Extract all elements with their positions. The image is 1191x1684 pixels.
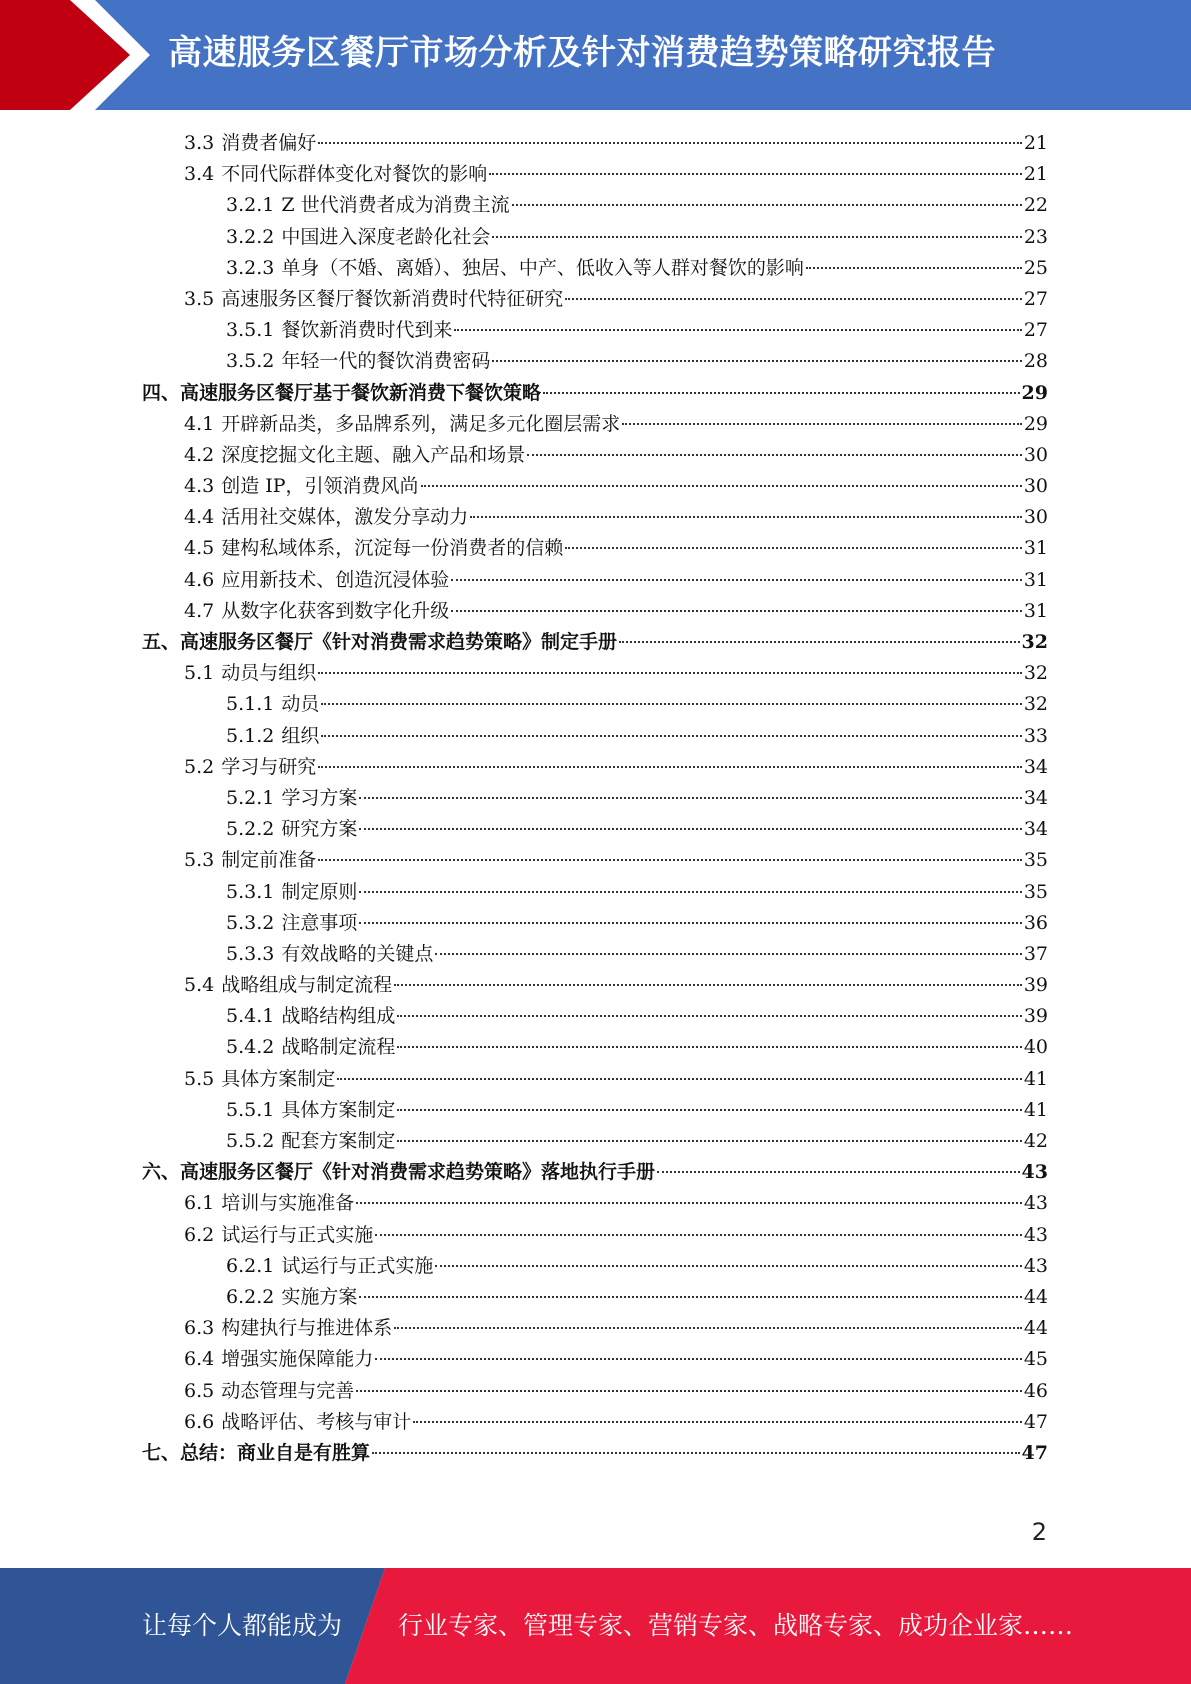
toc-entry-title: 动员 (281, 693, 320, 716)
toc-dot-leader (397, 1109, 1021, 1111)
toc-entry[interactable] (142, 1344, 1048, 1375)
toc-entry-number: 5.2.1 (226, 786, 275, 809)
toc-entry-page: 43 (1023, 1192, 1048, 1215)
toc-entry-page: 32 (1023, 662, 1048, 685)
toc-entry-number: 5.4 (184, 974, 215, 997)
toc-entry[interactable] (142, 159, 1048, 190)
toc-dot-leader (489, 173, 1022, 175)
toc-entry-title: 战略结构组成 (281, 1005, 396, 1028)
toc-dot-leader (806, 267, 1022, 269)
toc-entry-number: 6.1 (184, 1192, 215, 1215)
toc-entry-number: 六、 (142, 1161, 181, 1184)
toc-entry-title: 高速服务区餐厅《针对消费需求趋势策略》落地执行手册 (180, 1161, 656, 1184)
toc-entry[interactable] (142, 128, 1048, 159)
toc-entry-title: 创造 IP，引领消费风尚 (221, 475, 419, 498)
toc-entry-page: 22 (1023, 194, 1048, 217)
toc-entry-title: 研究方案 (281, 818, 358, 841)
toc-dot-leader (375, 1358, 1022, 1360)
toc-entry[interactable] (142, 565, 1048, 596)
toc-entry-title: 试运行与正式实施 (281, 1254, 434, 1277)
toc-entry-page: 47 (1021, 1441, 1048, 1464)
footer-slogan-right: 行业专家、管理专家、营销专家、战略专家、成功企业家…… (398, 1611, 1074, 1640)
toc-dot-leader (321, 703, 1021, 705)
toc-entry[interactable] (142, 689, 1048, 720)
toc-entry-title: Z 世代消费者成为消费主流 (281, 194, 510, 217)
toc-entry-page: 29 (1023, 412, 1048, 435)
toc-entry-number: 5.1 (184, 662, 215, 685)
toc-entry-number: 4.5 (184, 537, 215, 560)
toc-entry-title: 活用社交媒体，激发分享动力 (221, 506, 469, 529)
toc-entry[interactable] (142, 845, 1048, 876)
toc-dot-leader (622, 423, 1022, 425)
toc-entry-number: 3.5.2 (226, 350, 275, 373)
toc-entry-page: 31 (1023, 568, 1048, 591)
toc-entry[interactable] (142, 502, 1048, 533)
toc-entry-page: 39 (1023, 974, 1048, 997)
toc-dot-leader (492, 236, 1021, 238)
toc-entry-number: 3.4 (184, 163, 215, 186)
toc-chapter-entry[interactable] (142, 1157, 1048, 1188)
toc-chapter-entry[interactable] (142, 1438, 1048, 1469)
toc-entry-title: 战略制定流程 (281, 1036, 396, 1059)
toc-entry-page: 27 (1023, 287, 1048, 310)
toc-entry-title: 制定原则 (281, 880, 358, 903)
toc-entry-number: 5.3.2 (226, 911, 275, 934)
toc-entry-page: 46 (1023, 1379, 1048, 1402)
toc-dot-leader (359, 1296, 1021, 1298)
toc-entry[interactable] (142, 1064, 1048, 1095)
toc-entry-page: 34 (1023, 755, 1048, 778)
toc-entry-title: 培训与实施准备 (221, 1192, 355, 1215)
toc-entry-number: 6.5 (184, 1379, 215, 1402)
toc-entry-number: 3.5 (184, 287, 215, 310)
toc-entry-title: 深度挖掘文化主题、融入产品和场景 (221, 443, 526, 466)
toc-entry-page: 43 (1023, 1254, 1048, 1277)
toc-entry[interactable] (142, 471, 1048, 502)
toc-entry-page: 42 (1023, 1130, 1048, 1152)
toc-entry-title: 战略评估、考核与审计 (221, 1410, 412, 1433)
toc-entry-title: 学习方案 (281, 786, 358, 809)
toc-entry-number: 6.4 (184, 1348, 215, 1371)
toc-entry-page: 30 (1023, 475, 1048, 498)
toc-entry[interactable] (142, 1126, 1048, 1157)
toc-dot-leader (359, 922, 1021, 924)
toc-entry-page: 37 (1023, 942, 1048, 965)
toc-entry-number: 5.3 (184, 849, 215, 872)
toc-entry-number: 5.5.1 (226, 1098, 275, 1121)
toc-entry[interactable] (142, 970, 1048, 1001)
toc-entry[interactable] (142, 596, 1048, 627)
toc-entry-number: 6.2.1 (226, 1254, 275, 1277)
toc-entry-number: 3.2.2 (226, 225, 275, 248)
toc-entry-number: 5.5.2 (226, 1130, 275, 1152)
toc-entry-title: 具体方案制定 (281, 1098, 396, 1121)
toc-dot-leader (619, 641, 1020, 643)
toc-entry[interactable] (142, 721, 1048, 752)
toc-entry-number: 5.3.3 (226, 942, 275, 965)
toc-entry[interactable] (142, 1188, 1048, 1219)
toc-dot-leader (394, 984, 1022, 986)
toc-entry-page: 25 (1023, 256, 1048, 279)
toc-dot-leader (451, 579, 1022, 581)
toc-dot-leader (318, 859, 1022, 861)
toc-dot-leader (421, 485, 1022, 487)
toc-dot-leader (397, 1046, 1021, 1048)
toc-entry-page: 21 (1023, 132, 1048, 154)
toc-entry-title: 餐饮新消费时代到来 (281, 319, 453, 342)
toc-entry-page: 43 (1021, 1161, 1048, 1184)
toc-entry-title: 注意事项 (281, 911, 358, 934)
toc-entry-number: 4.4 (184, 506, 215, 529)
toc-entry[interactable] (142, 346, 1048, 377)
toc-entry-title: 具体方案制定 (221, 1067, 336, 1090)
toc-entry[interactable] (142, 752, 1048, 783)
toc-entry-title: 制定前准备 (221, 849, 317, 872)
toc-entry[interactable] (142, 783, 1048, 814)
toc-entry-title: 有效战略的关键点 (281, 942, 434, 965)
toc-entry-title: 应用新技术、创造沉浸体验 (221, 568, 450, 591)
page-number: 2 (1031, 1518, 1047, 1546)
toc-entry-page: 30 (1023, 506, 1048, 529)
toc-entry[interactable] (142, 222, 1048, 253)
toc-entry-number: 5.3.1 (226, 880, 275, 903)
toc-dot-leader (451, 610, 1022, 612)
toc-entry-number: 4.7 (184, 599, 215, 622)
toc-entry[interactable] (142, 1376, 1048, 1407)
toc-entry-page: 34 (1023, 786, 1048, 809)
toc-entry-title: 年轻一代的餐饮消费密码 (281, 350, 491, 373)
toc-entry[interactable] (142, 1032, 1048, 1063)
table-of-contents (142, 128, 1048, 1469)
toc-entry-page: 41 (1023, 1098, 1048, 1121)
toc-entry-number: 3.5.1 (226, 319, 275, 342)
toc-entry-number: 四、 (142, 381, 181, 404)
toc-entry-title: 单身（不婚、离婚）、独居、中产、低收入等人群对餐饮的影响 (281, 256, 804, 279)
toc-entry-title: 高速服务区餐厅基于餐饮新消费下餐饮策略 (180, 381, 542, 404)
toc-entry-title: 构建执行与推进体系 (221, 1317, 393, 1340)
toc-dot-leader (397, 1140, 1021, 1142)
toc-entry[interactable] (142, 315, 1048, 346)
toc-dot-leader (435, 953, 1021, 955)
toc-entry-number: 3.2.1 (226, 194, 275, 217)
toc-dot-leader (565, 547, 1022, 549)
toc-dot-leader (657, 1171, 1020, 1173)
toc-entry-number: 6.2 (184, 1223, 215, 1246)
toc-entry[interactable] (142, 1001, 1048, 1032)
toc-entry-title: 组织 (281, 724, 320, 747)
toc-entry[interactable] (142, 190, 1048, 221)
toc-entry[interactable] (142, 533, 1048, 564)
toc-entry-number: 5.2 (184, 755, 215, 778)
toc-entry-page: 33 (1023, 724, 1048, 747)
toc-entry[interactable] (142, 1251, 1048, 1282)
toc-entry-number: 5.1.1 (226, 693, 275, 716)
toc-entry[interactable] (142, 877, 1048, 908)
toc-entry-page: 31 (1023, 599, 1048, 622)
toc-entry-page: 45 (1023, 1348, 1048, 1371)
toc-entry-title: 建构私域体系，沉淀每一份消费者的信赖 (221, 537, 564, 560)
toc-entry-number: 6.6 (184, 1410, 215, 1433)
toc-chapter-entry[interactable] (142, 378, 1048, 409)
toc-entry-number: 5.1.2 (226, 724, 275, 747)
toc-dot-leader (375, 1234, 1022, 1236)
toc-entry-number: 6.2.2 (226, 1285, 275, 1308)
toc-entry-page: 35 (1023, 849, 1048, 872)
toc-dot-leader (470, 516, 1022, 518)
toc-dot-leader (318, 766, 1022, 768)
toc-dot-leader (318, 142, 1022, 144)
toc-dot-leader (543, 392, 1020, 394)
page-footer (0, 1568, 1191, 1684)
toc-entry-title: 不同代际群体变化对餐饮的影响 (221, 163, 488, 186)
toc-entry[interactable] (142, 440, 1048, 471)
toc-entry[interactable] (142, 1095, 1048, 1126)
toc-entry[interactable] (142, 284, 1048, 315)
toc-entry-title: 学习与研究 (221, 755, 317, 778)
toc-entry[interactable] (142, 1282, 1048, 1313)
toc-dot-leader (527, 454, 1022, 456)
toc-entry-title: 开辟新品类，多品牌系列，满足多元化圈层需求 (221, 412, 621, 435)
toc-entry-page: 32 (1021, 631, 1048, 653)
toc-dot-leader (321, 735, 1021, 737)
toc-entry-number: 五、 (142, 631, 181, 653)
toc-entry-page: 41 (1023, 1067, 1048, 1090)
toc-entry-page: 35 (1023, 880, 1048, 903)
toc-entry-page: 30 (1023, 443, 1048, 466)
toc-entry-page: 29 (1021, 381, 1048, 404)
toc-entry-number: 3.3 (184, 132, 215, 154)
toc-dot-leader (435, 1265, 1021, 1267)
toc-entry-title: 高速服务区餐厅餐饮新消费时代特征研究 (221, 287, 564, 310)
toc-entry-number: 4.2 (184, 443, 215, 466)
toc-entry-page: 21 (1023, 163, 1048, 186)
toc-entry[interactable] (142, 1313, 1048, 1344)
toc-entry-title: 配套方案制定 (281, 1130, 396, 1152)
toc-dot-leader (512, 204, 1022, 206)
toc-dot-leader (359, 891, 1021, 893)
toc-entry-number: 5.2.2 (226, 818, 275, 841)
toc-dot-leader (337, 1078, 1022, 1080)
toc-entry[interactable] (142, 658, 1048, 689)
toc-entry-number: 6.3 (184, 1317, 215, 1340)
toc-entry-number: 七、 (142, 1441, 181, 1464)
toc-dot-leader (394, 1327, 1022, 1329)
toc-entry-number: 5.5 (184, 1067, 215, 1090)
toc-entry-page: 43 (1023, 1223, 1048, 1246)
toc-entry-page: 47 (1023, 1410, 1048, 1433)
toc-entry[interactable] (142, 409, 1048, 440)
toc-entry[interactable] (142, 814, 1048, 845)
toc-entry-title: 实施方案 (281, 1285, 358, 1308)
toc-entry-page: 39 (1023, 1005, 1048, 1028)
toc-entry-page: 31 (1023, 537, 1048, 560)
toc-entry-page: 36 (1023, 911, 1048, 934)
toc-entry-title: 试运行与正式实施 (221, 1223, 374, 1246)
toc-dot-leader (565, 298, 1022, 300)
toc-entry-number: 4.6 (184, 568, 215, 591)
toc-entry-title: 增强实施保障能力 (221, 1348, 374, 1371)
toc-entry-title: 从数字化获客到数字化升级 (221, 599, 450, 622)
toc-dot-leader (359, 797, 1021, 799)
toc-dot-leader (318, 672, 1022, 674)
toc-entry-page: 23 (1023, 225, 1048, 248)
footer-slogan-left: 让每个人都能成为 (142, 1611, 343, 1640)
toc-entry-title: 高速服务区餐厅《针对消费需求趋势策略》制定手册 (180, 631, 618, 653)
report-title: 高速服务区餐厅市场分析及针对消费趋势策略研究报告 (168, 33, 996, 73)
toc-entry-number: 5.4.1 (226, 1005, 275, 1028)
toc-entry-title: 消费者偏好 (221, 132, 317, 154)
toc-dot-leader (413, 1421, 1022, 1423)
toc-entry-title: 动态管理与完善 (221, 1379, 355, 1402)
toc-entry-page: 44 (1023, 1317, 1048, 1340)
toc-dot-leader (372, 1452, 1020, 1454)
toc-entry[interactable] (142, 908, 1048, 939)
toc-entry-title: 战略组成与制定流程 (221, 974, 393, 997)
toc-dot-leader (356, 1202, 1022, 1204)
page-header (0, 0, 1191, 110)
toc-entry-page: 44 (1023, 1285, 1048, 1308)
toc-dot-leader (397, 1015, 1021, 1017)
toc-entry-title: 动员与组织 (221, 662, 317, 685)
toc-dot-leader (454, 329, 1021, 331)
toc-entry-number: 4.1 (184, 412, 215, 435)
toc-entry-title: 总结：商业自是有胜算 (180, 1441, 371, 1464)
toc-dot-leader (359, 828, 1021, 830)
toc-chapter-entry[interactable] (142, 627, 1048, 658)
toc-entry-number: 5.4.2 (226, 1036, 275, 1059)
toc-entry[interactable] (142, 253, 1048, 284)
toc-entry-title: 中国进入深度老龄化社会 (281, 225, 491, 248)
toc-entry-page: 40 (1023, 1036, 1048, 1059)
toc-entry-page: 34 (1023, 818, 1048, 841)
toc-entry-page: 27 (1023, 319, 1048, 342)
toc-dot-leader (492, 360, 1021, 362)
toc-entry-number: 4.3 (184, 475, 215, 498)
toc-entry-page: 28 (1023, 350, 1048, 373)
toc-entry[interactable] (142, 939, 1048, 970)
toc-dot-leader (356, 1390, 1022, 1392)
toc-entry[interactable] (142, 1407, 1048, 1438)
toc-entry[interactable] (142, 1220, 1048, 1251)
toc-entry-page: 32 (1023, 693, 1048, 716)
toc-entry-number: 3.2.3 (226, 256, 275, 279)
